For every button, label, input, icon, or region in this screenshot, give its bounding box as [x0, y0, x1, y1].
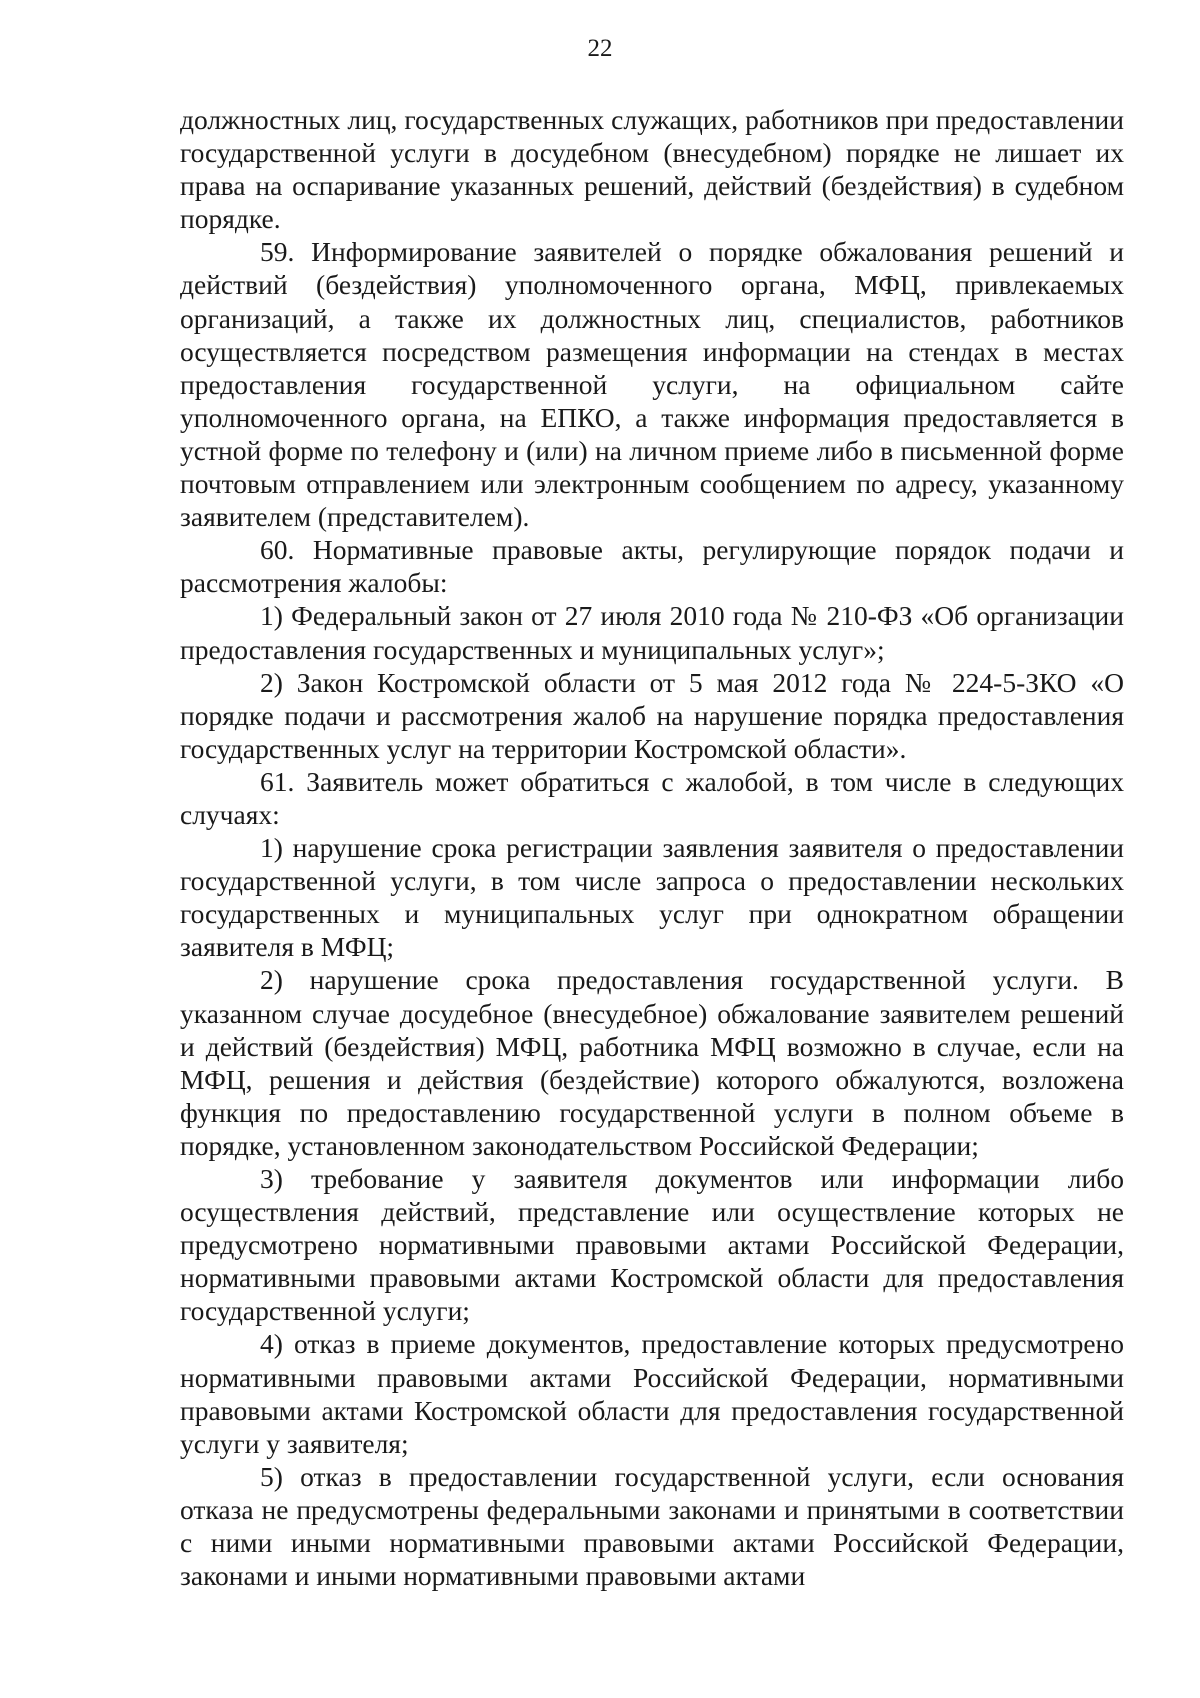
page-number: 22	[587, 35, 613, 62]
paragraph-61: 61. Заявитель может обратиться с жалобой, в том числе в следующих случаях:	[180, 765, 1124, 830]
list-item-60-1: 1) Федеральный закон от 27 июля 2010 года № 210-ФЗ «Об организации предоставления государственных и муниципальных услуг»;	[180, 600, 1124, 665]
list-item-61-1: 1) нарушение срока регистрации заявления заявителя о предоставлении государственной услуги, в том числе запроса о предоставлении нескольких государственных и муниципальных услуг при однократном обращении заявителя в МФЦ;	[180, 832, 1124, 963]
paragraph-60: 60. Нормативные правовые акты, регулирующие порядок подачи и рассмотрения жалобы:	[180, 534, 1124, 599]
paragraph-continuation: должностных лиц, государственных служащих, работников при предоставлении государственной услуги в досудебном (внесудебном) порядке не лишает их права на оспаривание указанных решений, действий (бездействия) в судебном порядке.	[180, 104, 1124, 235]
document-body	[180, 103, 1124, 1592]
list-item-60-2: 2) Закон Костромской области от 5 мая 2012 года № 224-5-ЗКО «О порядке подачи и рассмотрения жалоб на нарушение порядка предоставления государственных услуг на территории Костромской области».	[180, 666, 1124, 764]
list-item-61-5: 5) отказ в предоставлении государственной услуги, если основания отказа не предусмотрены федеральными законами и принятыми в соответствии с ними иными нормативными правовыми актами Российской Федерации, законами и иными нормативными правовыми актами	[180, 1460, 1124, 1592]
list-item-61-2: 2) нарушение срока предоставления государственной услуги. В указанном случае досудебное (внесудебное) обжалование заявителем решений и действий (бездействия) МФЦ, работника МФЦ возможно в случае, если на МФЦ, решения и действия (бездействие) которого обжалуются, возложена функция по предоставлению государственной услуги в полном объеме в порядке, установленном законодательством Российской Федерации;	[180, 964, 1124, 1161]
list-item-61-3: 3) требование у заявителя документов или информации либо осуществления действий, представление или осуществление которых не предусмотрено нормативными правовыми актами Российской Федерации, нормативными правовыми актами Костромской области для предоставления государственной услуги;	[180, 1163, 1124, 1327]
list-item-61-4: 4) отказ в приеме документов, предоставление которых предусмотрено нормативными правовыми актами Российской Федерации, нормативными правовыми актами Костромской области для предоставления государственной услуги у заявителя;	[180, 1328, 1124, 1459]
paragraph-59: 59. Информирование заявителей о порядке обжалования решений и действий (бездействия) уполномоченного органа, МФЦ, привлекаемых организаций, а также их должностных лиц, специалистов, работников осуществляется посредством размещения информации на стендах в местах предоставления государственной услуги, на официальном сайте уполномоченного органа, на ЕПКО, а также информация предоставляется в устной форме по телефону и (или) на личном приеме либо в письменной форме почтовым отправлением или электронным сообщением по адресу, указанному заявителем (представителем).	[180, 236, 1124, 533]
